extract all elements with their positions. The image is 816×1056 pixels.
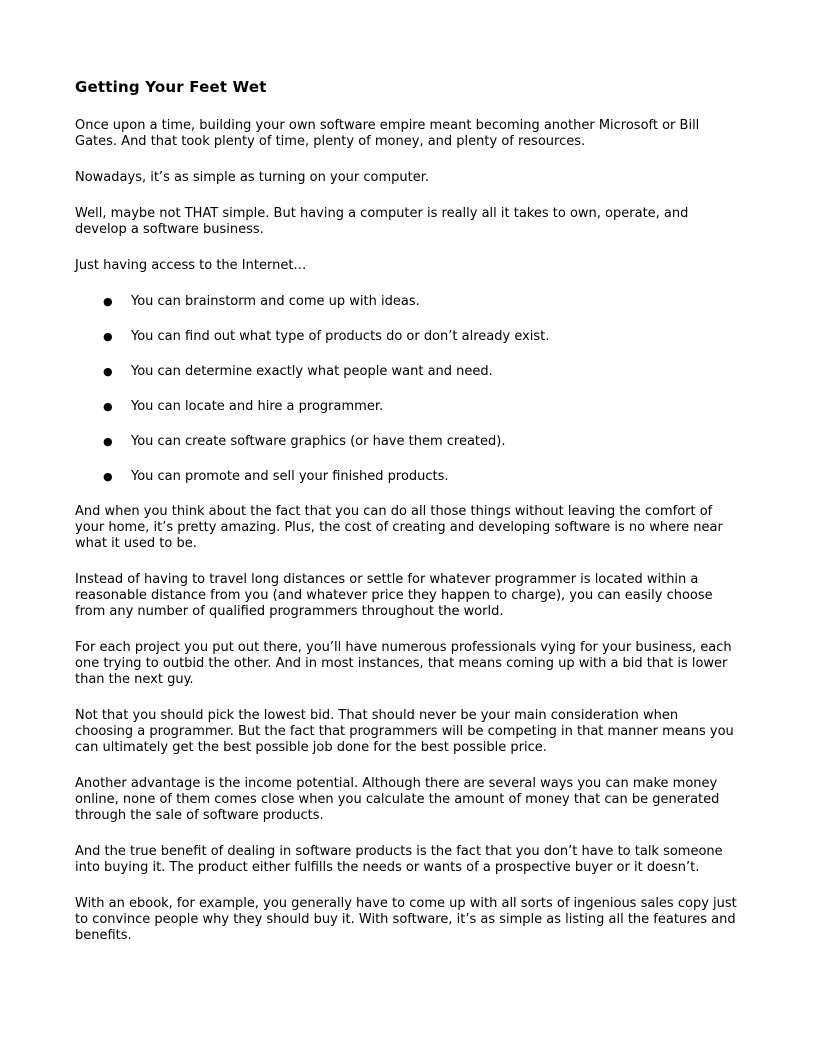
list-item xyxy=(75,434,741,450)
list-item-text: You can find out what type of products do or don’t already exist. xyxy=(131,329,550,344)
list-item xyxy=(75,399,741,415)
paragraph-body-6: And the true benefit of dealing in software products is the fact that you don’t have to talk someone into buying it. The product either fulfills the needs or wants of a prospective buyer or it doesn’t. xyxy=(75,844,723,875)
list-item xyxy=(75,364,741,380)
page-title: Getting Your Feet Wet xyxy=(75,78,267,96)
list-item-text: You can promote and sell your finished products. xyxy=(131,469,449,484)
paragraph-intro-3: Well, maybe not THAT simple. But having a computer is really all it takes to own, operate, and develop a software business. xyxy=(75,206,689,237)
paragraph-intro-1: Once upon a time, building your own software empire meant becoming another Microsoft or Bill Gates. And that took plenty of time, plenty of money, and plenty of resources. xyxy=(75,118,700,149)
paragraph-intro-2: Nowadays, it’s as simple as turning on your computer. xyxy=(75,170,430,185)
list-item-text: You can brainstorm and come up with ideas. xyxy=(131,294,420,309)
paragraph-body-3: For each project you put out there, you’ll have numerous professionals vying for your business, each one trying to outbid the other. And in most instances, that means coming up with a bid that is lower than the next guy. xyxy=(75,640,732,687)
bullet-icon: ● xyxy=(103,365,113,378)
paragraph-body-1: And when you think about the fact that you can do all those things without leaving the comfort of your home, it’s pretty amazing. Plus, the cost of creating and developing software is no where near what it used to be. xyxy=(75,504,723,551)
bullet-icon: ● xyxy=(103,330,113,343)
bullet-icon: ● xyxy=(103,470,113,483)
bullet-icon: ● xyxy=(103,400,113,413)
list-item xyxy=(75,469,741,485)
paragraph-body-5: Another advantage is the income potential. Although there are several ways you can make money online, none of them comes close when you calculate the amount of money that can be generated through the sale of software products. xyxy=(75,776,720,823)
paragraph-intro-4: Just having access to the Internet… xyxy=(75,258,307,273)
list-item xyxy=(75,294,741,310)
bullet-icon: ● xyxy=(103,435,113,448)
paragraph-body-4: Not that you should pick the lowest bid. That should never be your main consideration when choosing a programmer. But the fact that programmers will be competing in that manner means you can ultimately get the best possible job done for the best possible price. xyxy=(75,708,734,755)
list-item-text: You can create software graphics (or have them created). xyxy=(131,434,506,449)
list-item-text: You can locate and hire a programmer. xyxy=(131,399,384,414)
bullet-list xyxy=(75,294,741,485)
paragraph-body-2: Instead of having to travel long distances or settle for whatever programmer is located within a reasonable distance from you (and whatever price they happen to charge), you can easily choose from any number of qualified programmers throughout the world. xyxy=(75,572,713,619)
bullet-icon: ● xyxy=(103,295,113,308)
list-item xyxy=(75,329,741,345)
paragraph-body-7: With an ebook, for example, you generally have to come up with all sorts of ingenious sales copy just to convince people why they should buy it. With software, it’s as simple as listing all the features and benefits. xyxy=(75,896,737,943)
list-item-text: You can determine exactly what people want and need. xyxy=(131,364,493,379)
